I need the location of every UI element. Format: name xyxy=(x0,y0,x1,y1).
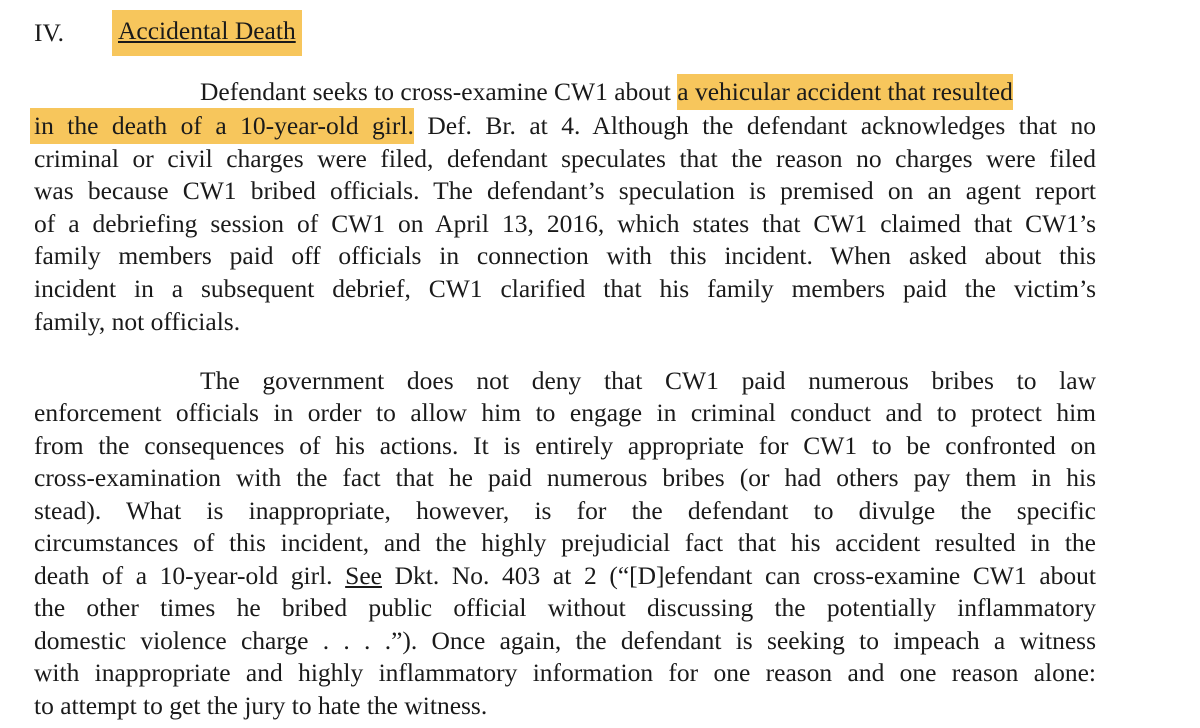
p1-line-4: was because CW1 bribed officials. The defendant’s speculation is premised on an agent report xyxy=(34,176,1096,205)
p2-line-2: enforcement officials in order to allow him to engage in criminal conduct and to protect him xyxy=(34,398,1096,427)
p2-l7-pre: death of a 10-year-old girl. xyxy=(34,561,346,590)
p1-line-3: criminal or civil charges were filed, defendant speculates that the reason no charges were filed xyxy=(34,144,1096,173)
p2-line-10: with inappropriate and highly inflammatory information for one reason and one reason alone: xyxy=(34,658,1096,687)
p1-line-6: family members paid off officials in connection with this incident. When asked about this xyxy=(34,241,1096,270)
p2-line-5: stead). What is inappropriate, however, is for the defendant to divulge the specific xyxy=(34,496,1096,525)
highlight-accident-2: in the death of a 10-year-old girl. xyxy=(30,108,414,144)
section-title-text: Accidental Death xyxy=(118,16,296,45)
p1-line-8: family, not officials. xyxy=(34,307,241,336)
p1-line-5: of a debriefing session of CW1 on April 13, 2016, which states that CW1 claimed that CW1’s xyxy=(34,209,1096,238)
p1-l1-text: Defendant seeks to cross-examine CW1 about xyxy=(200,77,678,106)
p1-line-2 xyxy=(30,111,1096,141)
p2-line-9: domestic violence charge . . . .”). Once again, the defendant is seeking to impeach a witness xyxy=(34,626,1096,655)
p2-line-1: The government does not deny that CW1 paid numerous bribes to law xyxy=(200,366,1096,395)
section-number: IV. xyxy=(34,18,64,47)
section-title xyxy=(112,10,302,56)
p2-line-11: to attempt to get the jury to hate the witness. xyxy=(34,691,488,720)
p1-line-1 xyxy=(200,77,1096,107)
p2-line-8: the other times he bribed public official without discussing the potentially inflammatory xyxy=(34,593,1096,622)
p1-line-7: incident in a subsequent debrief, CW1 clarified that his family members paid the victim’s xyxy=(34,274,1096,303)
p2-l7-post: Dkt. No. 403 at 2 (“[D]efendant can cross-examine CW1 about xyxy=(381,561,1096,590)
p1-l2-text: Def. Br. at 4. Although the defendant acknowledges that no xyxy=(413,111,1096,140)
highlight-accident-1: a vehicular accident that resulted xyxy=(677,74,1013,110)
see-signal: See xyxy=(345,561,382,590)
p2-line-6: circumstances of this incident, and the highly prejudicial fact that his accident resulted in the xyxy=(34,528,1096,557)
p2-line-7 xyxy=(34,561,1096,591)
p2-line-4: cross-examination with the fact that he paid numerous bribes (or had others pay them in his xyxy=(34,463,1096,492)
p2-line-3: from the consequences of his actions. It is entirely appropriate for CW1 to be confronted on xyxy=(34,431,1096,460)
